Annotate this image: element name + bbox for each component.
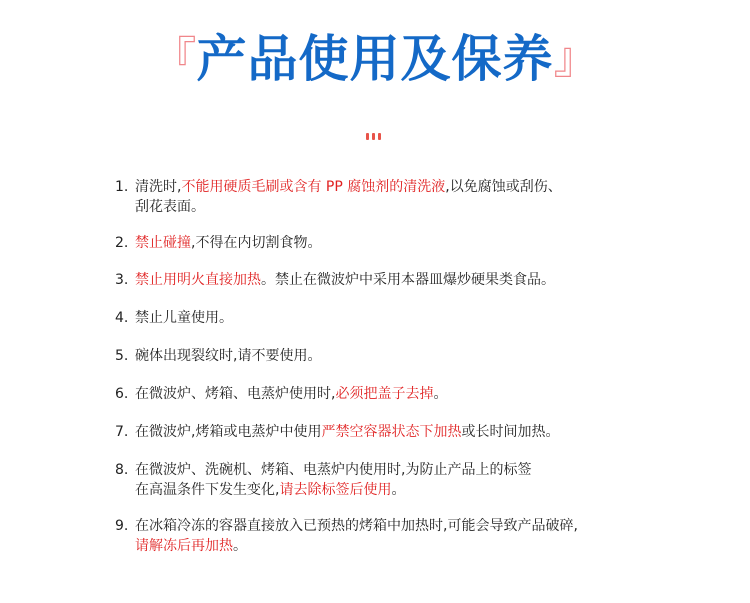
text-segment: 或长时间加热。 — [461, 424, 560, 440]
warning-text: 不能用硬质毛刷或含有 PP 腐蚀剂的清洗液 — [181, 179, 446, 195]
divider-dot — [372, 133, 375, 140]
list-item — [115, 516, 578, 556]
list-item — [115, 233, 321, 253]
text-segment: 。 — [391, 482, 406, 498]
warning-text: 必须把盖子去掉 — [335, 386, 434, 402]
text-segment: 在高温条件下发生变化, — [135, 482, 280, 498]
item-number: 9. — [115, 518, 129, 534]
item-number: 6. — [115, 386, 129, 402]
text-segment: ,以免腐蚀或刮伤、 — [445, 179, 562, 195]
text-line — [135, 536, 578, 556]
item-text: 碗体出现裂纹时,请不要使用。 — [135, 348, 322, 364]
warning-text: 严禁空容器状态下加热 — [321, 424, 462, 440]
divider-dots — [366, 133, 381, 140]
warning-text: 请解冻后再加热 — [135, 538, 233, 554]
item-number: 2. — [115, 235, 129, 251]
page-title: 产品使用及保养 — [196, 30, 554, 88]
item-number: 5. — [115, 348, 129, 364]
title-bracket-right: 』 — [553, 33, 598, 84]
text-segment: 在微波炉、洗碗机、烤箱、电蒸炉内使用时,为防止产品上的标签 — [135, 462, 532, 478]
list-item — [115, 346, 321, 366]
text-segment: 。 — [433, 386, 448, 402]
item-number: 7. — [115, 424, 129, 440]
warning-text: 禁止用明火直接加热 — [135, 272, 261, 288]
list-item — [115, 460, 531, 500]
item-text — [135, 177, 562, 217]
text-segment: 在微波炉、烤箱、电蒸炉使用时, — [135, 386, 336, 402]
warning-text: 禁止碰撞 — [135, 235, 191, 251]
item-text: 禁止儿童使用。 — [135, 310, 233, 326]
item-text — [135, 384, 447, 404]
warning-text: 请去除标签后使用 — [279, 482, 392, 498]
text-segment: ,不得在内切割食物。 — [191, 235, 322, 251]
list-item — [115, 270, 555, 290]
title-bracket-left: 『 — [152, 33, 197, 84]
item-number: 8. — [115, 462, 129, 478]
text-segment: 在微波炉,烤箱或电蒸炉中使用 — [135, 424, 322, 440]
divider-dot — [378, 133, 381, 140]
item-text — [135, 460, 531, 500]
text-segment: 。 — [233, 538, 247, 554]
divider-dot — [366, 133, 369, 140]
page-header — [0, 30, 750, 88]
list-item — [115, 422, 559, 442]
text-segment: 刮花表面。 — [135, 199, 205, 215]
list-item — [115, 384, 447, 404]
list-item — [115, 177, 562, 217]
item-text — [135, 233, 321, 253]
item-text — [135, 516, 578, 556]
item-text — [135, 422, 559, 442]
item-number: 3. — [115, 272, 129, 288]
text-segment: 。禁止在微波炉中采用本器皿爆炒硬果类食品。 — [261, 272, 555, 288]
text-segment: 在冰箱冷冻的容器直接放入已预热的烤箱中加热时,可能会导致产品破碎, — [135, 518, 578, 534]
text-segment: 清洗时, — [135, 179, 182, 195]
list-item — [115, 308, 233, 328]
item-number: 1. — [115, 179, 129, 195]
item-text — [135, 270, 555, 290]
text-line — [135, 480, 531, 500]
item-number: 4. — [115, 310, 129, 326]
